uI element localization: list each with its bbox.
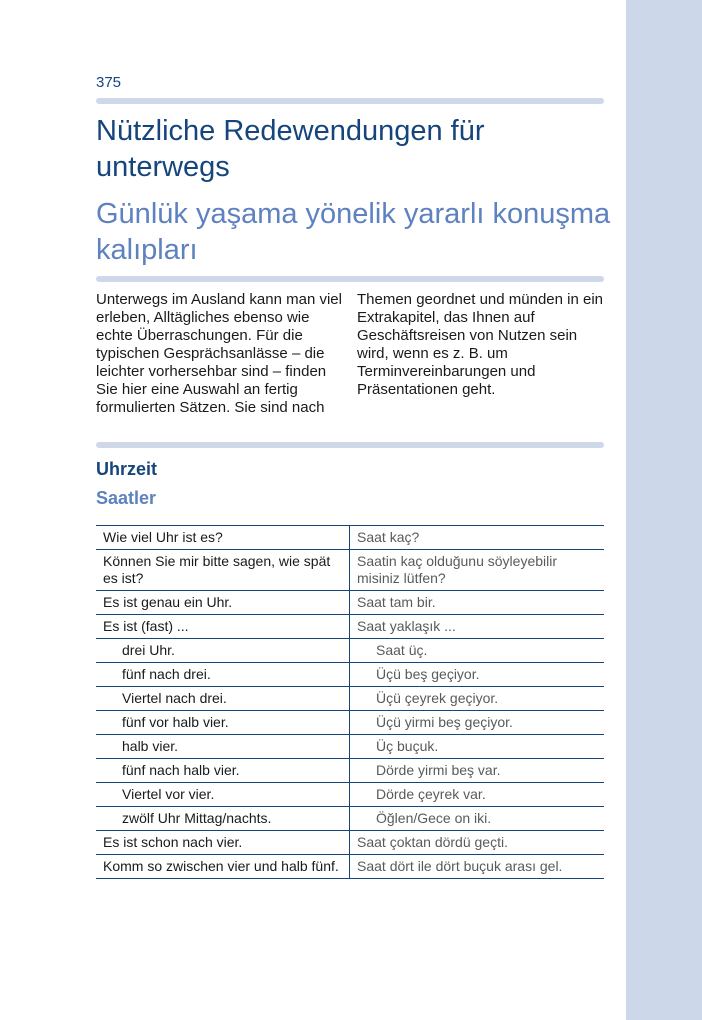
turkish-phrase: Üçü çeyrek geçiyor. bbox=[350, 687, 605, 711]
turkish-phrase: Saat tam bir. bbox=[350, 591, 605, 615]
table-row bbox=[96, 550, 604, 591]
german-phrase: Es ist genau ein Uhr. bbox=[96, 591, 350, 615]
divider-top bbox=[96, 98, 604, 104]
german-phrase: fünf nach drei. bbox=[96, 663, 350, 687]
turkish-phrase: Saat kaç? bbox=[350, 526, 605, 550]
side-color-band bbox=[626, 0, 702, 1020]
intro-text-column-right: Themen geordnet und münden in ein Extrakapitel, das Ihnen auf Geschäftsreisen von Nutzen sein wird, wenn es z. B. um Terminvereinbarungen und Präsentationen geht. bbox=[357, 291, 604, 398]
german-phrase: Wie viel Uhr ist es? bbox=[96, 526, 350, 550]
turkish-phrase: Saat dört ile dört buçuk arası gel. bbox=[350, 855, 605, 879]
turkish-phrase: Üçü beş geçiyor. bbox=[350, 663, 605, 687]
turkish-phrase: Dörde yirmi beş var. bbox=[350, 759, 605, 783]
section-heading-turkish: Saatler bbox=[96, 488, 157, 508]
table-row bbox=[96, 855, 604, 879]
turkish-phrase: Üçü yirmi beş geçiyor. bbox=[350, 711, 605, 735]
turkish-phrase: Saat üç. bbox=[350, 639, 605, 663]
table-row bbox=[96, 807, 604, 831]
turkish-phrase: Üç buçuk. bbox=[350, 735, 605, 759]
intro-text-column-left: Unterwegs im Ausland kann man viel erleben, Alltägliches ebenso wie echte Überraschungen. Für die typischen Gesprächsanlässe – die leichter vorhersehbar sind – finden Sie hier eine Auswahl an fertig formulierten Sätzen. Sie sind nach bbox=[96, 291, 342, 416]
german-phrase: zwölf Uhr Mittag/nachts. bbox=[96, 807, 350, 831]
page-number: 375 bbox=[96, 74, 122, 91]
german-phrase: fünf nach halb vier. bbox=[96, 759, 350, 783]
german-phrase: Können Sie mir bitte sagen, wie spät es ist? bbox=[96, 550, 350, 591]
chapter-title-german: Nützliche Redewendungen für unterwegs bbox=[96, 115, 485, 183]
table-row bbox=[96, 663, 604, 687]
section-heading-german: Uhrzeit bbox=[96, 459, 158, 479]
german-phrase: fünf vor halb vier. bbox=[96, 711, 350, 735]
german-phrase: Es ist (fast) ... bbox=[96, 615, 350, 639]
german-phrase: halb vier. bbox=[96, 735, 350, 759]
german-phrase: Viertel nach drei. bbox=[96, 687, 350, 711]
table-row bbox=[96, 831, 604, 855]
german-phrase: Komm so zwischen vier und halb fünf. bbox=[96, 855, 350, 879]
phrase-table bbox=[96, 525, 604, 879]
turkish-phrase: Öğlen/Gece on iki. bbox=[350, 807, 605, 831]
table-row bbox=[96, 615, 604, 639]
table-row bbox=[96, 526, 604, 550]
table-row bbox=[96, 735, 604, 759]
table-row bbox=[96, 687, 604, 711]
turkish-phrase: Saat yaklaşık ... bbox=[350, 615, 605, 639]
chapter-title-turkish: Günlük yaşama yönelik yararlı konuşma kalıpları bbox=[96, 198, 611, 266]
turkish-phrase: Saat çoktan dördü geçti. bbox=[350, 831, 605, 855]
divider-below-intro bbox=[96, 442, 604, 448]
table-row bbox=[96, 759, 604, 783]
turkish-phrase: Saatin kaç olduğunu söyleyebilir misiniz lütfen? bbox=[350, 550, 605, 591]
table-row bbox=[96, 711, 604, 735]
table-row bbox=[96, 783, 604, 807]
divider-below-title bbox=[96, 276, 604, 282]
german-phrase: Es ist schon nach vier. bbox=[96, 831, 350, 855]
table-row bbox=[96, 591, 604, 615]
german-phrase: Viertel vor vier. bbox=[96, 783, 350, 807]
german-phrase: drei Uhr. bbox=[96, 639, 350, 663]
turkish-phrase: Dörde çeyrek var. bbox=[350, 783, 605, 807]
table-row bbox=[96, 639, 604, 663]
